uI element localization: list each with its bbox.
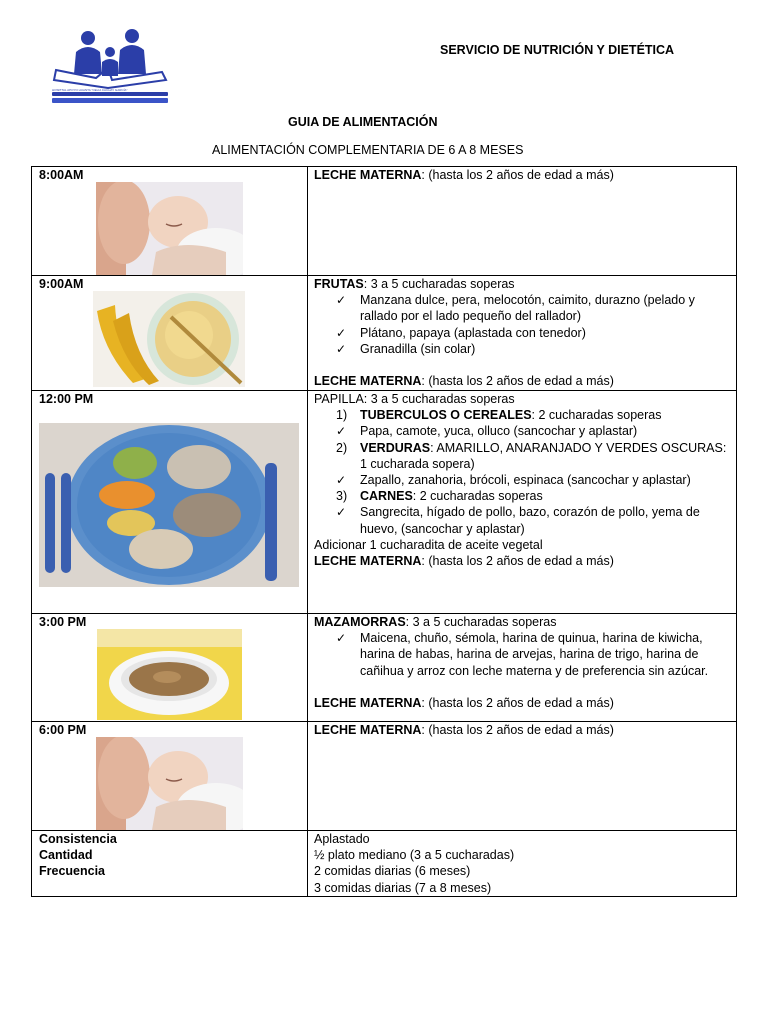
feeding-schedule-table [31, 166, 737, 897]
puree-heading: PAPILLA: 3 a 5 cucharadas soperas [314, 392, 515, 406]
list-item: ✓ Granadilla (sin colar) [336, 341, 730, 357]
table-row [32, 391, 737, 614]
group-label: VERDURAS [360, 440, 431, 455]
milk-line [314, 553, 730, 569]
time-label: 12:00 PM [39, 392, 94, 406]
milk-text: : (hasta los 2 años de edad a más) [421, 723, 614, 737]
table-row [32, 831, 737, 897]
milk-text: : (hasta los 2 años de edad a más) [421, 374, 614, 389]
description-cell [308, 391, 737, 614]
description-cell [308, 614, 737, 722]
list-item [336, 440, 730, 472]
group-number: 3) [336, 489, 348, 504]
group-label: TUBERCULOS O CEREALES [360, 408, 532, 423]
table-row [32, 722, 737, 831]
milk-line [314, 167, 614, 183]
puree-groups [314, 440, 730, 472]
puree-groups [314, 488, 730, 504]
puree-items [314, 423, 730, 439]
breastfeeding-photo [96, 737, 243, 830]
group-number: 1) [336, 408, 348, 423]
description-cell [308, 167, 737, 276]
quantity-value: ½ plato mediano (3 a 5 cucharadas) [314, 848, 515, 863]
milk-label: LECHE MATERNA [314, 374, 422, 389]
time-label: 3:00 PM [39, 615, 87, 629]
porridge-list [314, 630, 730, 679]
consistency-label: Consistencia [39, 832, 117, 846]
breastfeeding-photo [96, 182, 243, 275]
group-text: : 2 cucharadas soperas [531, 408, 662, 423]
porridge-heading [314, 614, 730, 630]
oil-note: Adicionar 1 cucharadita de aceite vegetal [314, 537, 543, 552]
quantity-label: Cantidad [39, 848, 93, 863]
time-label: 9:00AM [39, 277, 84, 291]
hospital-logo [38, 22, 182, 110]
fruit-puree-photo [93, 291, 245, 387]
group-text: : 2 cucharadas soperas [412, 489, 543, 504]
summary-labels-cell [32, 831, 308, 897]
time-label: 6:00 PM [39, 723, 87, 737]
time-cell [32, 614, 308, 722]
frequency-value: 2 comidas diarias (6 meses) [314, 864, 471, 879]
porridge-text: : 3 a 5 cucharadas soperas [405, 615, 557, 629]
milk-label: LECHE MATERNA [314, 723, 422, 737]
service-title: SERVICIO DE NUTRICIÓN Y DIETÉTICA [440, 43, 675, 57]
milk-text: : (hasta los 2 años de edad a más) [421, 168, 614, 182]
group-label: CARNES [360, 489, 413, 504]
guide-subtitle: ALIMENTACIÓN COMPLEMENTARIA DE 6 A 8 MESES [212, 143, 524, 157]
puree-items [314, 504, 730, 536]
logo-caption: HOSPITAL APOYO HUANTA "CELIA CACHAY GARCÍA" [52, 88, 128, 92]
frequency-value: 3 comidas diarias (7 a 8 meses) [314, 880, 492, 895]
puree-items [314, 472, 730, 488]
time-cell [32, 276, 308, 391]
table-row [32, 276, 737, 391]
milk-text: : (hasta los 2 años de edad a más) [421, 695, 614, 710]
baby-plate-photo [39, 423, 299, 587]
table-row [32, 167, 737, 276]
porridge-label: MAZAMORRAS [314, 615, 406, 629]
fruits-heading [314, 276, 730, 292]
list-item: ✓ Sangrecita, hígado de pollo, bazo, corazón de pollo, yema de huevo, (sancochar y aplastar) [336, 504, 730, 536]
fruits-list [314, 292, 730, 357]
description-cell [308, 722, 737, 831]
milk-label: LECHE MATERNA [314, 554, 422, 569]
fruits-label: FRUTAS [314, 277, 364, 291]
guide-title: GUIA DE ALIMENTACIÓN [288, 115, 438, 129]
list-item [336, 407, 730, 423]
milk-line [314, 722, 614, 738]
puree-groups [314, 407, 730, 423]
time-label: 8:00AM [39, 168, 84, 182]
table-row [32, 614, 737, 722]
milk-line [314, 695, 730, 711]
milk-line [314, 373, 730, 389]
summary-values-cell [308, 831, 737, 897]
group-text: : AMARILLO, ANARANJADO Y VERDES OSCURAS: 1 cucharada sopera) [360, 440, 727, 471]
fruits-text: : 3 a 5 cucharadas soperas [363, 277, 515, 291]
list-item: ✓ Manzana dulce, pera, melocotón, caimito, durazno (pelado y rallado por el lado pequeño del rallador) [336, 292, 730, 324]
description-cell [308, 276, 737, 391]
list-item: ✓ Maicena, chuño, sémola, harina de quinua, harina de kiwicha, harina de habas, harina de arvejas, harina de trigo, harina de cañihua y arroz con leche materna y de preferencia sin azúcar. [336, 630, 730, 679]
list-item [336, 488, 730, 504]
group-number: 2) [336, 440, 348, 455]
milk-label: LECHE MATERNA [314, 168, 422, 182]
consistency-value: Aplastado [314, 832, 370, 846]
list-item: ✓ Zapallo, zanahoria, brócoli, espinaca (sancochar y aplastar) [336, 472, 730, 488]
list-item: ✓ Papa, camote, yuca, olluco (sancochar y aplastar) [336, 423, 730, 439]
list-item: ✓ Plátano, papaya (aplastada con tenedor) [336, 325, 730, 341]
frequency-label: Frecuencia [39, 864, 106, 879]
milk-text: : (hasta los 2 años de edad a más) [421, 554, 614, 569]
time-cell [32, 167, 308, 276]
time-cell [32, 391, 308, 614]
milk-label: LECHE MATERNA [314, 695, 422, 710]
porridge-bowl-photo [97, 629, 242, 720]
time-cell [32, 722, 308, 831]
